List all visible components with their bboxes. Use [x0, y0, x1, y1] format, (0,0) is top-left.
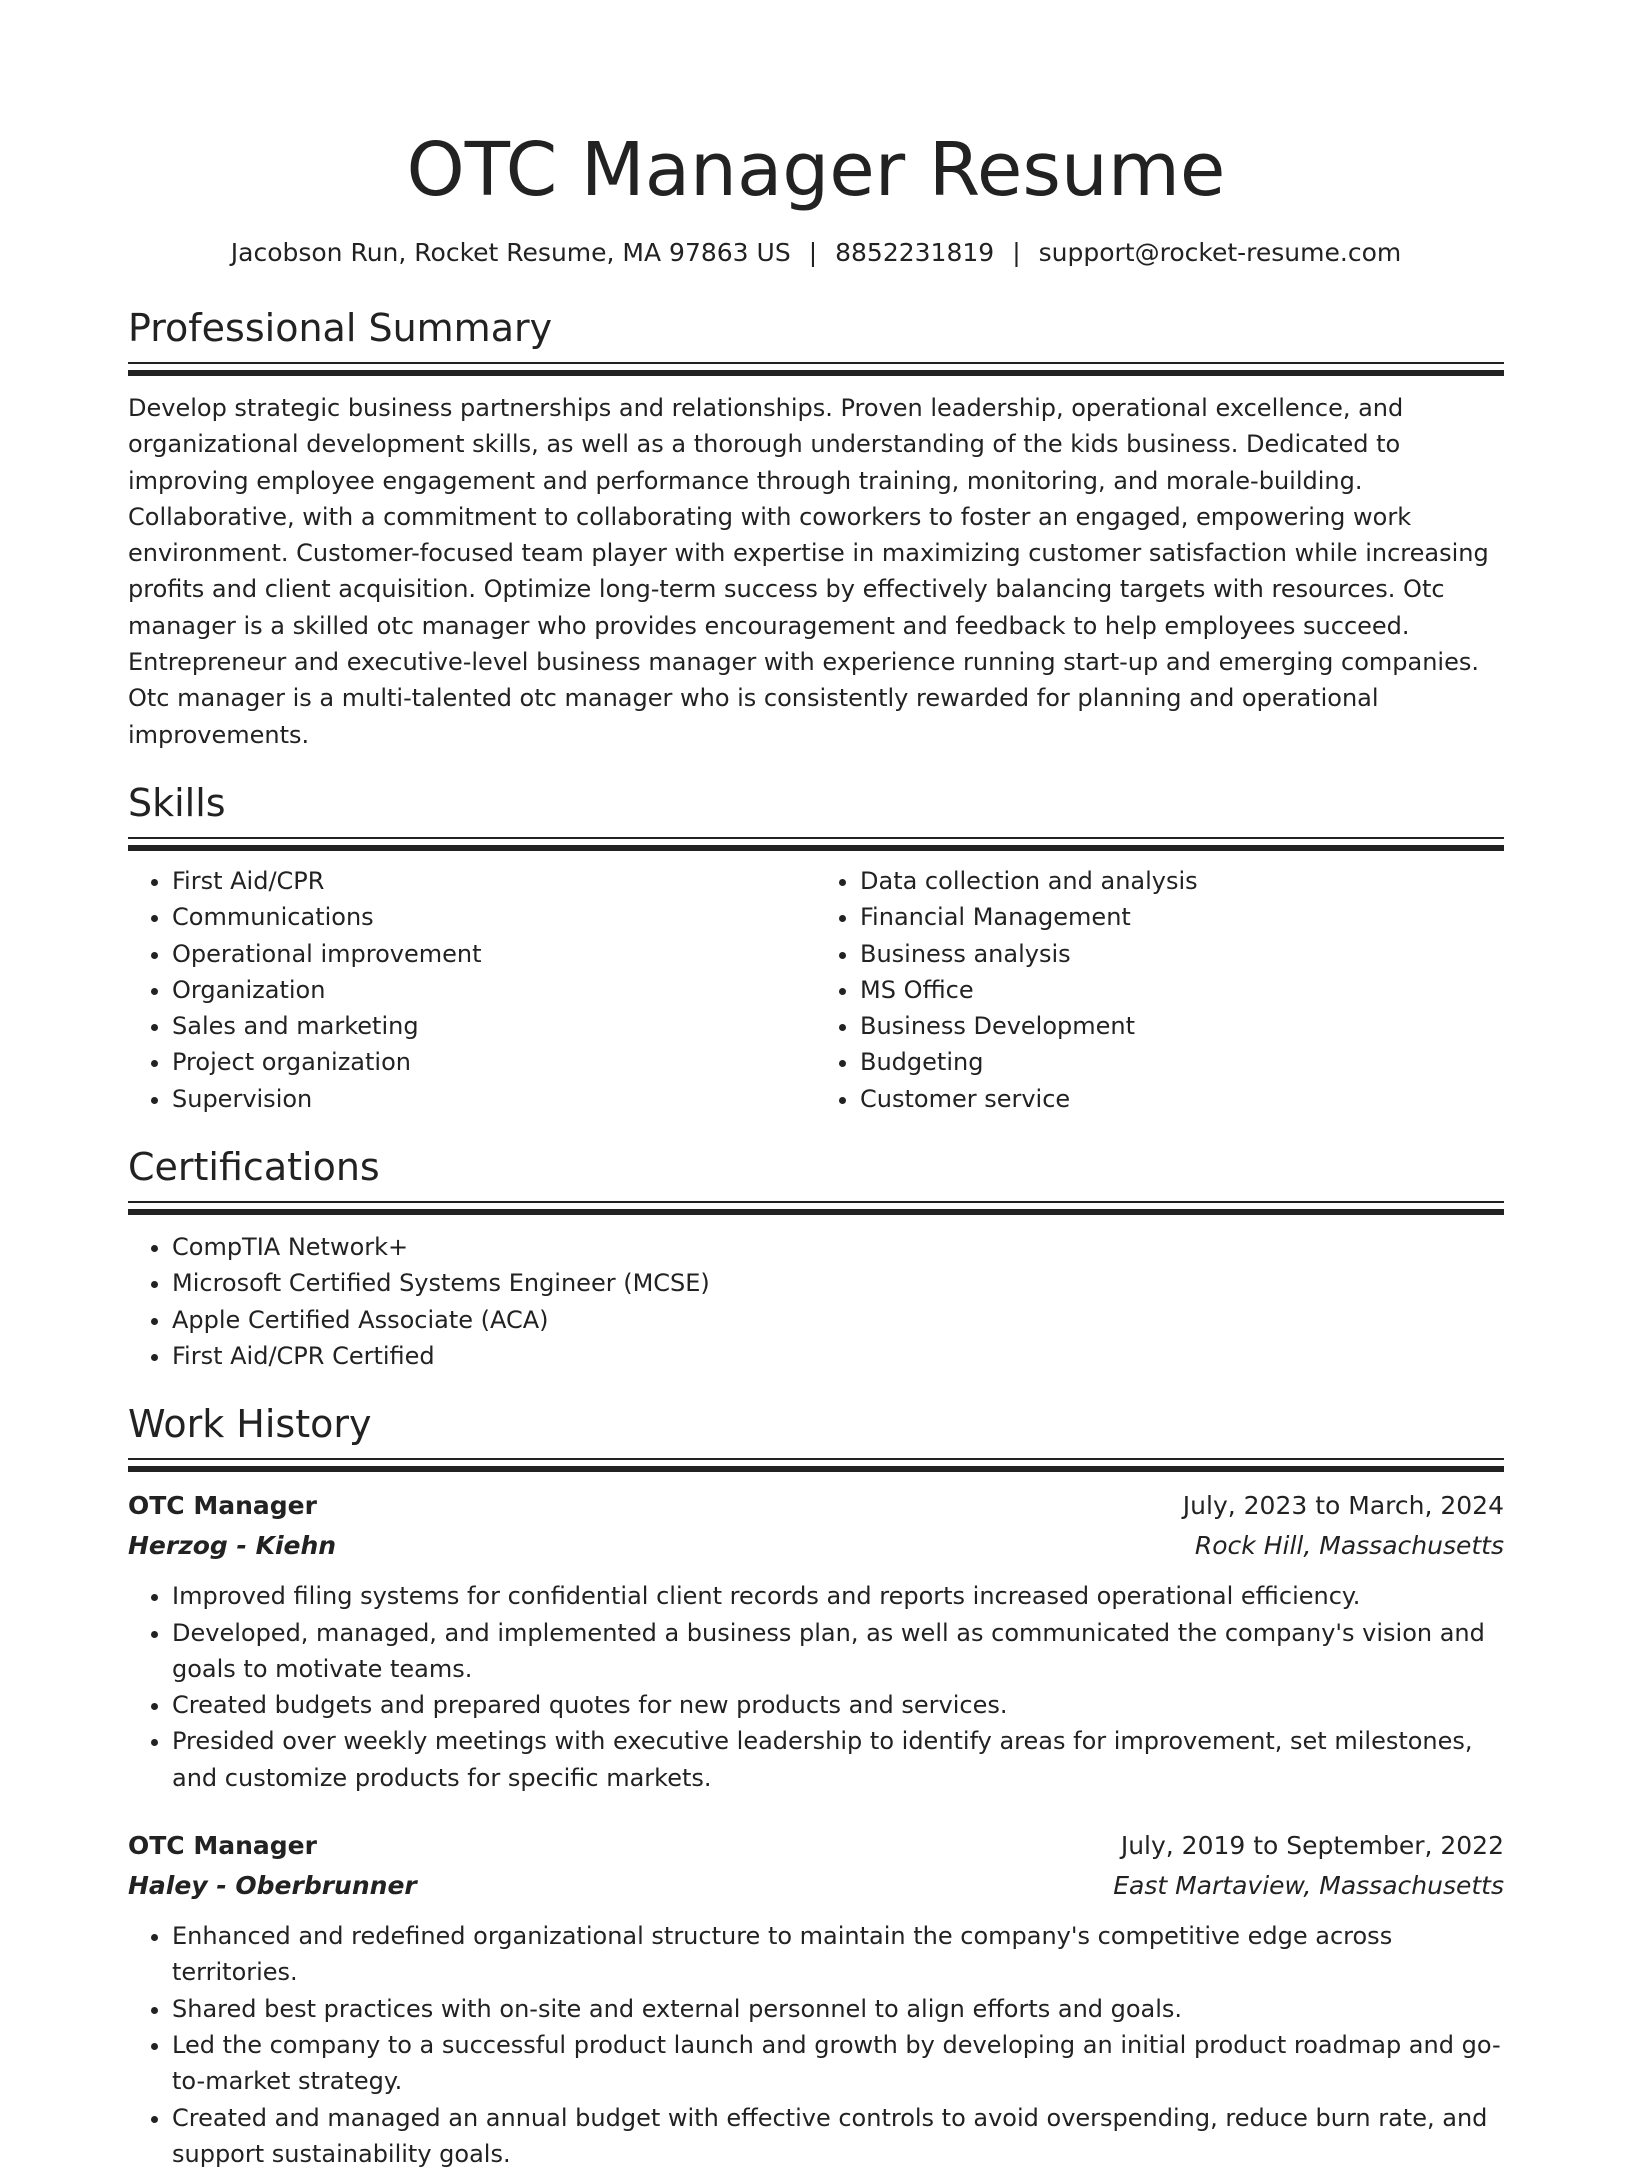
summary-section — [128, 304, 1504, 753]
list-item: • MS Office — [860, 972, 1504, 1008]
contact-phone: 8852231819 — [835, 238, 994, 267]
list-item: • Business analysis — [860, 936, 1504, 972]
list-item: • Created and managed an annual budget with effective controls to avoid overspending, reduce burn rate, and support sustainability goals. — [172, 2100, 1504, 2172]
job-dates: July, 2023 to March, 2024 — [1183, 1486, 1504, 1526]
contact-line — [128, 236, 1504, 270]
job-subheader — [128, 1526, 1504, 1566]
job-bullets — [128, 1918, 1504, 2172]
work-history-section — [128, 1400, 1504, 2172]
job-dates: July, 2019 to September, 2022 — [1121, 1826, 1504, 1866]
job-location: East Martaview, Massachusetts — [1113, 1866, 1504, 1906]
contact-separator: | — [994, 238, 1038, 267]
list-item: • Customer service — [860, 1081, 1504, 1117]
resume-title: OTC Manager Resume — [128, 0, 1504, 218]
job-header — [128, 1486, 1504, 1526]
section-divider — [128, 1201, 1504, 1215]
list-item: • Enhanced and redefined organizational structure to maintain the company's competitive edge across territories. — [172, 1918, 1504, 1991]
job-entry — [128, 1486, 1504, 1796]
skills-section — [128, 779, 1504, 1117]
summary-text: Develop strategic business partnerships and relationships. Proven leadership, operational excellence, and organizational development skills, as well as a thorough understanding of the kids business. Dedicated to improving employee engagement and performance through training, monitoring, and morale-building. Collaborative, with a commitment to collaborating with coworkers to foster an engaged, empowering work environment. Customer-focused team player with expertise in maximizing customer satisfaction while increasing profits and client acquisition. Optimize long-term success by effectively balancing targets with resources. Otc manager is a skilled otc manager who provides encouragement and feedback to help employees succeed. Entrepreneur and executive-level business manager with experience running start-up and emerging companies. Otc manager is a multi-talented otc manager who is consistently rewarded for planning and operational improvements. — [128, 390, 1504, 753]
section-divider — [128, 362, 1504, 376]
list-item: • Supervision — [172, 1081, 816, 1117]
work-history-heading: Work History — [128, 1400, 1504, 1448]
contact-separator: | — [791, 238, 835, 267]
list-item: • Sales and marketing — [172, 1008, 816, 1044]
job-subheader — [128, 1866, 1504, 1906]
list-item: • Improved filing systems for confidential client records and reports increased operational efficiency. — [172, 1578, 1504, 1614]
skills-column-right — [816, 863, 1504, 1117]
list-item: • Apple Certified Associate (ACA) — [172, 1302, 1504, 1338]
list-item: • Led the company to a successful product launch and growth by developing an initial product roadmap and go-to-market strategy. — [172, 2027, 1504, 2100]
list-item: • Business Development — [860, 1008, 1504, 1044]
section-divider — [128, 837, 1504, 851]
skills-heading: Skills — [128, 779, 1504, 827]
skills-grid — [128, 863, 1504, 1117]
list-item: • First Aid/CPR — [172, 863, 816, 899]
list-item: • Communications — [172, 899, 816, 935]
list-item: • Data collection and analysis — [860, 863, 1504, 899]
list-item: • Shared best practices with on-site and external personnel to align efforts and goals. — [172, 1991, 1504, 2027]
job-company: Herzog - Kiehn — [128, 1526, 336, 1566]
job-company: Haley - Oberbrunner — [128, 1866, 417, 1906]
skills-column-left — [128, 863, 816, 1117]
certifications-list — [128, 1229, 1504, 1374]
job-title: OTC Manager — [128, 1486, 317, 1526]
job-bullets — [128, 1578, 1504, 1796]
list-item: • Created budgets and prepared quotes for new products and services. — [172, 1687, 1504, 1723]
list-item: • Operational improvement — [172, 936, 816, 972]
list-item: • Financial Management — [860, 899, 1504, 935]
list-item: • Budgeting — [860, 1044, 1504, 1080]
job-entry — [128, 1826, 1504, 2172]
list-item: • Project organization — [172, 1044, 816, 1080]
list-item: • Presided over weekly meetings with executive leadership to identify areas for improvement, set milestones, and customize products for specific markets. — [172, 1723, 1504, 1796]
list-item: • First Aid/CPR Certified — [172, 1338, 1504, 1374]
list-item: • Microsoft Certified Systems Engineer (MCSE) — [172, 1265, 1504, 1301]
job-header — [128, 1826, 1504, 1866]
contact-email: support@rocket-resume.com — [1039, 238, 1402, 267]
certifications-heading: Certifications — [128, 1143, 1504, 1191]
summary-heading: Professional Summary — [128, 304, 1504, 352]
list-item: • Developed, managed, and implemented a business plan, as well as communicated the company's vision and goals to motivate teams. — [172, 1615, 1504, 1688]
job-location: Rock Hill, Massachusetts — [1195, 1526, 1504, 1566]
resume-page — [128, 0, 1504, 2172]
contact-address: Jacobson Run, Rocket Resume, MA 97863 US — [231, 238, 791, 267]
job-title: OTC Manager — [128, 1826, 317, 1866]
list-item: • Organization — [172, 972, 816, 1008]
list-item: • CompTIA Network+ — [172, 1229, 1504, 1265]
section-divider — [128, 1458, 1504, 1472]
certifications-section — [128, 1143, 1504, 1374]
